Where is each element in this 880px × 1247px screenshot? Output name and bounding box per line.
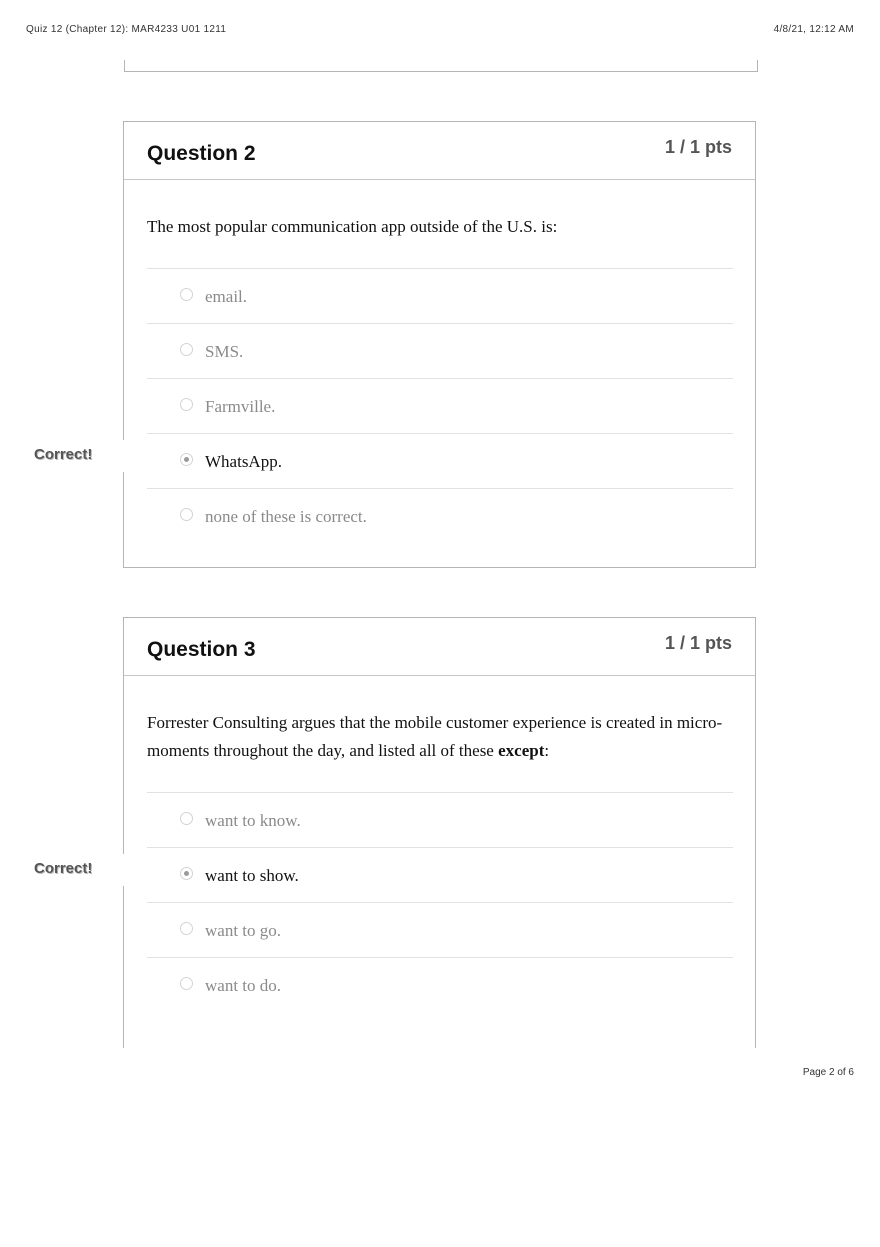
question-title: Question 2 (147, 142, 256, 165)
radio-button[interactable] (180, 398, 193, 411)
page-number: Page 2 of 6 (802, 1067, 854, 1078)
radio-button[interactable] (180, 922, 193, 935)
document-title: Quiz 12 (Chapter 12): MAR4233 U01 1211 (26, 24, 227, 35)
correct-answer-badge (0, 440, 125, 472)
question-text: The most popular communication app outside of the U.S. is: (147, 217, 558, 236)
answer-option[interactable] (147, 378, 733, 433)
answer-option[interactable] (147, 488, 733, 543)
answer-text: Farmville. (205, 397, 276, 416)
answer-text: email. (205, 287, 248, 306)
answer-text: SMS. (205, 342, 244, 361)
answer-option[interactable] (147, 957, 733, 1012)
answer-list (147, 268, 733, 543)
answer-text: want to know. (205, 811, 301, 830)
answer-text: WhatsApp. (205, 452, 282, 471)
radio-button[interactable] (180, 288, 193, 301)
answer-option[interactable] (147, 268, 733, 323)
question-text (147, 709, 733, 765)
question-text-main: Forrester Consulting argues that the mobile customer experience is created in micro-moments throughout the day, and listed all of these (147, 713, 723, 760)
answer-text: want to do. (205, 976, 282, 995)
question-text-end: : (544, 741, 550, 760)
question-title: Question 3 (147, 638, 256, 661)
correct-answer-badge (0, 854, 125, 886)
question-card-2 (123, 121, 756, 568)
question-points: 1 / 1 pts (664, 137, 732, 157)
answer-option-selected[interactable] (147, 847, 733, 902)
radio-button[interactable] (180, 343, 193, 356)
question-text-emphasis: except (498, 741, 545, 760)
answer-text: want to go. (205, 921, 282, 940)
radio-button[interactable] (180, 977, 193, 990)
answer-option[interactable] (147, 792, 733, 847)
previous-question-card-end (124, 60, 758, 72)
question-header (124, 618, 755, 676)
radio-button-selected[interactable] (180, 867, 193, 880)
question-card-3 (123, 617, 756, 1048)
print-timestamp: 4/8/21, 12:12 AM (773, 24, 854, 35)
answer-option[interactable] (147, 902, 733, 957)
radio-button-selected[interactable] (180, 453, 193, 466)
question-header (124, 122, 755, 180)
correct-label: Correct! (34, 860, 93, 877)
answer-option-selected[interactable] (147, 433, 733, 488)
question-points: 1 / 1 pts (664, 633, 732, 653)
radio-button[interactable] (180, 812, 193, 825)
answer-option[interactable] (147, 323, 733, 378)
radio-button[interactable] (180, 508, 193, 521)
answer-text: none of these is correct. (205, 507, 367, 526)
answer-list (147, 792, 733, 1012)
correct-label: Correct! (34, 446, 93, 463)
answer-text: want to show. (205, 866, 299, 885)
